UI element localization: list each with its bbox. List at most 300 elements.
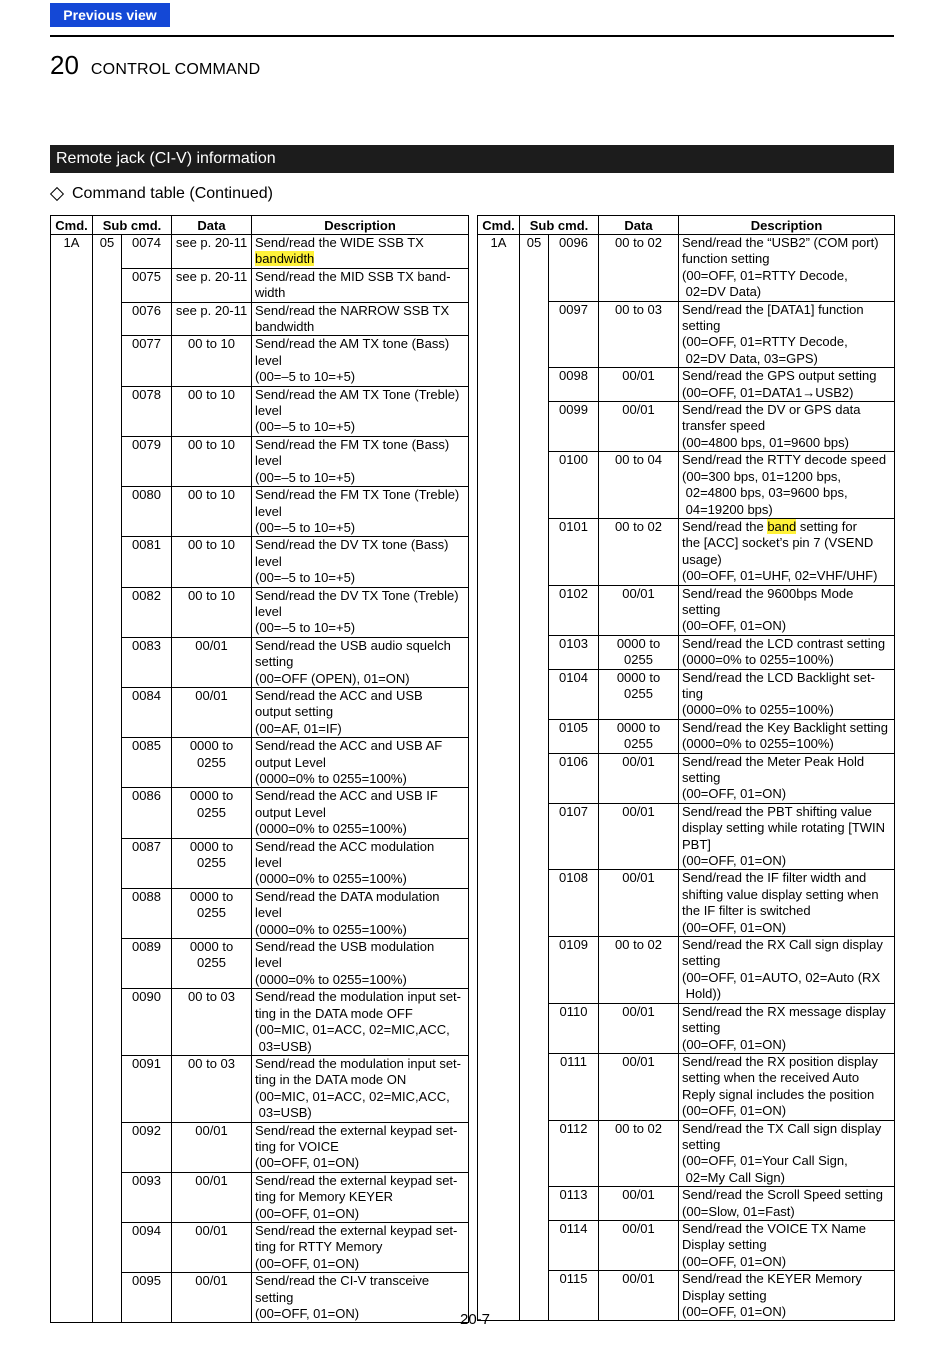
description-line: 03=USB)	[255, 1105, 312, 1121]
description-cell	[679, 585, 895, 635]
sub-cmd-cell	[93, 788, 122, 838]
sub-cmd-cell	[520, 753, 549, 803]
table-row	[51, 838, 469, 888]
data-cell: 00/01	[599, 1187, 679, 1221]
description-line: Send/read the ACC and USB AF	[255, 738, 443, 754]
cmd-cell	[51, 268, 93, 302]
description-line: Send/read the AM TX Tone (Treble)	[255, 386, 460, 402]
table-row	[51, 1055, 469, 1122]
description-line: Send/read the CI-V transceive	[255, 1273, 430, 1289]
description-line: setting	[255, 654, 294, 670]
data-cell: 0000 to 0255	[172, 738, 252, 788]
data-cell: 00/01	[599, 585, 679, 635]
sub-cmd-cell	[520, 402, 549, 452]
command-table-left	[50, 215, 469, 1323]
previous-view-button[interactable]: Previous view	[50, 3, 170, 27]
table-row	[478, 1187, 895, 1221]
sub-cmd-code: 0077	[122, 336, 172, 386]
description-line: (00=OFF, 01=ON)	[682, 919, 787, 935]
description-line: ting	[682, 685, 703, 701]
description-cell	[252, 939, 469, 989]
description-line: (0000=0% to 0255=100%)	[255, 821, 407, 837]
description-cell	[252, 1222, 469, 1272]
description-line: 02=4800 bps, 03=9600 bps,	[682, 485, 848, 501]
table-row	[51, 1222, 469, 1272]
description-cell	[679, 669, 895, 719]
table-row	[478, 368, 895, 402]
description-line: ting for VOICE	[255, 1138, 339, 1154]
description-line: (00=OFF, 01=ON)	[255, 1255, 360, 1271]
sub-cmd-cell	[520, 870, 549, 937]
description-line: (00=OFF, 01=ON)	[255, 1205, 360, 1221]
table-row	[51, 1172, 469, 1222]
table-row	[51, 537, 469, 587]
cmd-cell	[478, 635, 520, 669]
sub-cmd-cell	[93, 1172, 122, 1222]
description-line: Send/read the PBT shifting value	[682, 803, 872, 819]
cmd-cell	[51, 1222, 93, 1272]
description-line: Send/read the band setting for	[682, 518, 857, 534]
sub-cmd-code: 0091	[122, 1055, 172, 1122]
description-cell	[252, 637, 469, 687]
data-cell: 0000 to 0255	[599, 669, 679, 719]
data-cell: see p. 20-11	[172, 302, 252, 336]
sub-cmd-cell	[93, 888, 122, 938]
cmd-cell: 1A	[478, 235, 520, 302]
cmd-cell	[478, 870, 520, 937]
cmd-cell	[478, 585, 520, 635]
sub-cmd-cell	[93, 1122, 122, 1172]
description-cell	[252, 302, 469, 336]
table-row	[478, 301, 895, 368]
cmd-cell	[51, 637, 93, 687]
description-cell	[252, 687, 469, 737]
sub-cmd-cell	[93, 1055, 122, 1122]
description-line: (00=OFF, 01=ON)	[682, 1103, 787, 1119]
cmd-cell: 1A	[51, 235, 93, 269]
sub-cmd-cell	[520, 635, 549, 669]
description-cell	[252, 738, 469, 788]
cmd-cell	[478, 1187, 520, 1221]
description-line: usage)	[682, 551, 722, 567]
table-row	[478, 235, 895, 302]
description-line: (0000=0% to 0255=100%)	[682, 736, 834, 752]
cmd-cell	[478, 301, 520, 368]
sub-cmd-code: 0112	[549, 1120, 599, 1187]
description-line: level	[255, 503, 282, 519]
data-cell: 00/01	[599, 803, 679, 870]
description-line: (00=OFF (OPEN), 01=ON)	[255, 670, 410, 686]
sub-cmd-cell	[520, 518, 549, 585]
sub-cmd-cell	[520, 1220, 549, 1270]
subsection-heading	[50, 185, 273, 203]
sub-cmd-code: 0097	[549, 301, 599, 368]
description-line: (0000=0% to 0255=100%)	[255, 771, 407, 786]
description-line: output Level	[255, 754, 326, 770]
table-row	[51, 336, 469, 386]
description-cell	[252, 838, 469, 888]
sub-cmd-code: 0092	[122, 1122, 172, 1172]
description-line: Send/read the ACC modulation	[255, 838, 435, 854]
description-cell	[679, 235, 895, 302]
sub-cmd-code: 0105	[549, 719, 599, 753]
description-line: setting	[682, 1136, 721, 1152]
description-line: 02=DV Data, 03=GPS)	[682, 350, 818, 366]
subsection-title: Command table (Continued)	[72, 185, 273, 202]
table-row	[51, 436, 469, 486]
data-cell: 00/01	[172, 1122, 252, 1172]
description-cell	[679, 1003, 895, 1053]
sub-cmd-code: 0086	[122, 788, 172, 838]
description-line: output setting	[255, 704, 334, 720]
description-line: (00=OFF, 01=ON)	[682, 1304, 787, 1319]
data-cell: 00 to 02	[599, 1120, 679, 1187]
description-cell	[679, 518, 895, 585]
sub-cmd-code: 0096	[549, 235, 599, 302]
data-cell: 00 to 10	[172, 336, 252, 386]
data-cell: 00/01	[599, 1271, 679, 1321]
sub-cmd-cell	[520, 719, 549, 753]
data-cell: 00/01	[172, 637, 252, 687]
description-line: 02=My Call Sign)	[682, 1169, 785, 1185]
description-line: Send/read the modulation input set-	[255, 989, 461, 1005]
description-line: Send/read the external keypad set-	[255, 1122, 458, 1138]
sub-cmd-code: 0104	[549, 669, 599, 719]
description-line: Send/read the MID SSB TX band-	[255, 268, 451, 284]
sub-cmd-code: 0098	[549, 368, 599, 402]
cmd-cell	[478, 1220, 520, 1270]
data-cell: 00 to 02	[599, 235, 679, 302]
description-line: (00=300 bps, 01=1200 bps,	[682, 468, 842, 484]
table-row	[478, 669, 895, 719]
data-cell: 00 to 10	[172, 436, 252, 486]
description-line: Send/read the VOICE TX Name	[682, 1220, 867, 1236]
sub-cmd-code: 0111	[549, 1053, 599, 1120]
chapter-number: 20	[50, 50, 79, 80]
header-cmd: Cmd.	[51, 216, 93, 235]
cmd-cell	[51, 386, 93, 436]
sub-cmd-code: 0088	[122, 888, 172, 938]
sub-cmd-code: 0101	[549, 518, 599, 585]
description-line: the [ACC] socket’s pin 7 (VSEND	[682, 535, 874, 551]
description-line: level	[255, 905, 282, 921]
description-cell	[679, 1120, 895, 1187]
sub-cmd-code: 0076	[122, 302, 172, 336]
description-line: 04=19200 bps)	[682, 501, 773, 517]
cmd-cell	[51, 989, 93, 1056]
description-cell	[252, 1055, 469, 1122]
cmd-cell	[478, 1003, 520, 1053]
data-cell: 0000 to 0255	[599, 635, 679, 669]
header-sub-cmd: Sub cmd.	[93, 216, 172, 235]
cmd-cell	[51, 436, 93, 486]
description-line: Send/read the ACC and USB IF	[255, 788, 438, 804]
description-line: level	[255, 855, 282, 871]
sub-cmd-code: 0114	[549, 1220, 599, 1270]
description-line: output Level	[255, 804, 326, 820]
description-line: Send/read the RX Call sign display	[682, 937, 883, 953]
description-cell	[252, 1122, 469, 1172]
table-row	[478, 585, 895, 635]
data-cell: 00 to 10	[172, 386, 252, 436]
description-line: level	[255, 553, 282, 569]
table-row	[478, 1220, 895, 1270]
sub-cmd-code: 0094	[122, 1222, 172, 1272]
description-line: (0000=0% to 0255=100%)	[255, 921, 407, 937]
sub-cmd-cell	[93, 336, 122, 386]
cmd-cell	[478, 402, 520, 452]
description-line: Hold))	[682, 986, 722, 1002]
table-row	[51, 386, 469, 436]
sub-cmd-cell	[93, 637, 122, 687]
table-row	[51, 235, 469, 269]
sub-cmd-code: 0075	[122, 268, 172, 302]
description-line: PBT]	[682, 836, 711, 852]
table-row	[478, 870, 895, 937]
description-line: Send/read the “USB2” (COM port)	[682, 235, 879, 250]
cmd-cell	[51, 1122, 93, 1172]
description-line: bandwidth	[255, 319, 315, 335]
description-cell	[252, 436, 469, 486]
description-cell	[252, 487, 469, 537]
description-line: setting	[682, 953, 721, 969]
diamond-icon	[50, 187, 64, 201]
description-line: (00=–5 to 10=+5)	[255, 369, 356, 385]
description-line: Send/read the FM TX Tone (Treble)	[255, 487, 460, 503]
description-line: (00=OFF, 01=ON)	[682, 853, 787, 869]
description-line: (00=–5 to 10=+5)	[255, 469, 356, 485]
sub-cmd-cell	[520, 301, 549, 368]
description-line: (00=OFF, 01=ON)	[255, 1306, 360, 1321]
sub-cmd-cell	[520, 1187, 549, 1221]
data-cell: 0000 to 0255	[172, 838, 252, 888]
table-row	[478, 402, 895, 452]
description-line: Send/read the ACC and USB	[255, 687, 423, 703]
description-line: setting	[255, 1289, 294, 1305]
cmd-cell	[51, 939, 93, 989]
description-line: setting	[682, 318, 721, 334]
description-cell	[679, 803, 895, 870]
sub-cmd-code: 0095	[122, 1273, 172, 1323]
description-cell	[679, 452, 895, 519]
description-line: setting	[682, 601, 721, 617]
sub-cmd-code: 0110	[549, 1003, 599, 1053]
data-cell: see p. 20-11	[172, 268, 252, 302]
description-line: setting	[682, 1020, 721, 1036]
sub-cmd-code: 0084	[122, 687, 172, 737]
description-cell	[679, 1220, 895, 1270]
data-cell: 00/01	[599, 1003, 679, 1053]
sub-cmd-cell	[93, 436, 122, 486]
sub-cmd-code: 0087	[122, 838, 172, 888]
cmd-cell	[51, 302, 93, 336]
cmd-cell	[478, 452, 520, 519]
description-line	[255, 251, 467, 267]
header-description: Description	[252, 216, 469, 235]
description-line: Send/read the GPS output setting	[682, 368, 877, 384]
highlight-mark: band	[767, 518, 797, 534]
description-line: (00=OFF, 01=DATA1→USB2)	[682, 384, 854, 400]
table-row	[51, 888, 469, 938]
cmd-cell	[51, 1055, 93, 1122]
data-cell: see p. 20-11	[172, 235, 252, 269]
data-cell: 00 to 02	[599, 937, 679, 1004]
description-line: setting	[682, 770, 721, 785]
description-line: (00=Slow, 01=Fast)	[682, 1203, 795, 1219]
description-line: (00=OFF, 01=ON)	[682, 618, 787, 634]
description-line: Send/read the external keypad set-	[255, 1172, 458, 1188]
header-data: Data	[172, 216, 252, 235]
data-cell: 0000 to 0255	[172, 939, 252, 989]
description-line: Send/read the USB audio squelch	[255, 637, 451, 653]
sub-cmd-cell	[93, 939, 122, 989]
table-row	[51, 637, 469, 687]
data-cell: 00 to 10	[172, 587, 252, 637]
sub-cmd-code: 0107	[549, 803, 599, 870]
description-line: (00=OFF, 01=RTTY Decode,	[682, 267, 848, 283]
description-line: (00=OFF, 01=AUTO, 02=Auto (RX	[682, 969, 881, 985]
sub-cmd-code: 0080	[122, 487, 172, 537]
description-line: Send/read the KEYER Memory	[682, 1271, 862, 1287]
sub-cmd-cell	[93, 1222, 122, 1272]
data-cell: 00 to 03	[172, 989, 252, 1056]
description-line: (0000=0% to 0255=100%)	[255, 871, 407, 887]
data-cell: 00/01	[599, 1220, 679, 1270]
data-cell: 00 to 03	[599, 301, 679, 368]
table-row	[478, 1120, 895, 1187]
page-number: 20-7	[459, 1311, 491, 1328]
cmd-cell	[51, 788, 93, 838]
table-row	[478, 803, 895, 870]
sub-cmd-cell: 05	[93, 235, 122, 269]
table-row	[478, 452, 895, 519]
data-cell: 00/01	[172, 687, 252, 737]
description-line: (00=–5 to 10=+5)	[255, 419, 356, 435]
description-cell	[252, 788, 469, 838]
description-line: (00=OFF, 01=ON)	[682, 786, 787, 802]
data-cell: 00/01	[599, 870, 679, 937]
table-row	[51, 487, 469, 537]
description-cell	[679, 753, 895, 803]
sub-cmd-code: 0082	[122, 587, 172, 637]
sub-cmd-cell	[520, 1003, 549, 1053]
description-line: Send/read the AM TX tone (Bass)	[255, 336, 450, 352]
sub-cmd-cell	[93, 687, 122, 737]
data-cell: 00 to 10	[172, 487, 252, 537]
description-line: function setting	[682, 251, 770, 267]
sub-cmd-code: 0090	[122, 989, 172, 1056]
description-line: Send/read the Meter Peak Hold	[682, 753, 865, 769]
cmd-cell	[51, 487, 93, 537]
description-line: level	[255, 352, 282, 368]
description-line: Send/read the DV TX Tone (Treble)	[255, 587, 459, 603]
sub-cmd-code: 0100	[549, 452, 599, 519]
description-line: (00=–5 to 10=+5)	[255, 620, 356, 636]
sub-cmd-cell	[520, 1120, 549, 1187]
description-line: Reply signal includes the position	[682, 1086, 875, 1102]
cmd-cell	[478, 803, 520, 870]
table-row	[51, 939, 469, 989]
cmd-cell	[478, 518, 520, 585]
sub-cmd-cell	[520, 669, 549, 719]
description-line: (00=–5 to 10=+5)	[255, 570, 356, 586]
cmd-cell	[51, 687, 93, 737]
cmd-cell	[478, 937, 520, 1004]
description-line: Send/read the [DATA1] function	[682, 301, 864, 317]
description-line: Send/read the IF filter width and	[682, 870, 867, 886]
sub-cmd-code: 0085	[122, 738, 172, 788]
description-line: Send/read the 9600bps Mode	[682, 585, 854, 601]
description-line: Display setting	[682, 1287, 767, 1303]
table-row	[478, 518, 895, 585]
sub-cmd-cell	[93, 537, 122, 587]
description-line: ting for RTTY Memory	[255, 1239, 383, 1255]
sub-cmd-cell	[93, 838, 122, 888]
description-line: Display setting	[682, 1237, 767, 1253]
sub-cmd-code: 0099	[549, 402, 599, 452]
cmd-cell	[478, 1053, 520, 1120]
cmd-cell	[478, 669, 520, 719]
table-row	[51, 587, 469, 637]
table-row	[478, 1003, 895, 1053]
description-line: Send/read the TX Call sign display	[682, 1120, 882, 1136]
sub-cmd-code: 0079	[122, 436, 172, 486]
sub-cmd-code: 0078	[122, 386, 172, 436]
highlight-mark: bandwidth	[255, 251, 315, 267]
data-cell: 00 to 04	[599, 452, 679, 519]
description-line: Send/read the RX message display	[682, 1003, 886, 1019]
description-cell	[252, 268, 469, 302]
chapter-heading	[50, 50, 260, 81]
table-row	[51, 302, 469, 336]
sub-cmd-code: 0108	[549, 870, 599, 937]
description-cell	[679, 368, 895, 402]
description-line: Send/read the Key Backlight setting	[682, 719, 888, 735]
description-line: (00=AF, 01=IF)	[255, 720, 342, 736]
cmd-cell	[51, 587, 93, 637]
cmd-cell	[51, 838, 93, 888]
table-row	[51, 989, 469, 1056]
description-line: (0000=0% to 0255=100%)	[682, 702, 834, 718]
description-line: (00=OFF, 01=ON)	[682, 1253, 787, 1269]
cmd-cell	[51, 1172, 93, 1222]
sub-cmd-code: 0093	[122, 1172, 172, 1222]
description-line: 02=DV Data)	[682, 284, 762, 300]
description-line: (00=OFF, 01=ON)	[255, 1155, 360, 1171]
header-data: Data	[599, 216, 679, 235]
sub-cmd-code: 0106	[549, 753, 599, 803]
description-line: shifting value display setting when	[682, 886, 879, 902]
description-line: Send/read the WIDE SSB TX	[255, 235, 424, 250]
table-row	[478, 635, 895, 669]
description-line: level	[255, 403, 282, 419]
description-line: Send/read the FM TX tone (Bass)	[255, 436, 450, 452]
description-line: width	[255, 285, 286, 301]
description-line: Send/read the DATA modulation	[255, 888, 440, 904]
data-cell: 00/01	[172, 1273, 252, 1323]
table-row	[51, 268, 469, 302]
description-line: display setting while rotating [TWIN	[682, 820, 886, 836]
description-line: Send/read the DV or GPS data	[682, 402, 861, 418]
sub-cmd-code: 0102	[549, 585, 599, 635]
sub-cmd-cell: 05	[520, 235, 549, 302]
sub-cmd-cell	[520, 368, 549, 402]
description-cell	[679, 719, 895, 753]
description-line: (00=–5 to 10=+5)	[255, 519, 356, 535]
chapter-title: CONTROL COMMAND	[90, 61, 261, 78]
description-cell	[679, 402, 895, 452]
description-cell	[679, 1187, 895, 1221]
